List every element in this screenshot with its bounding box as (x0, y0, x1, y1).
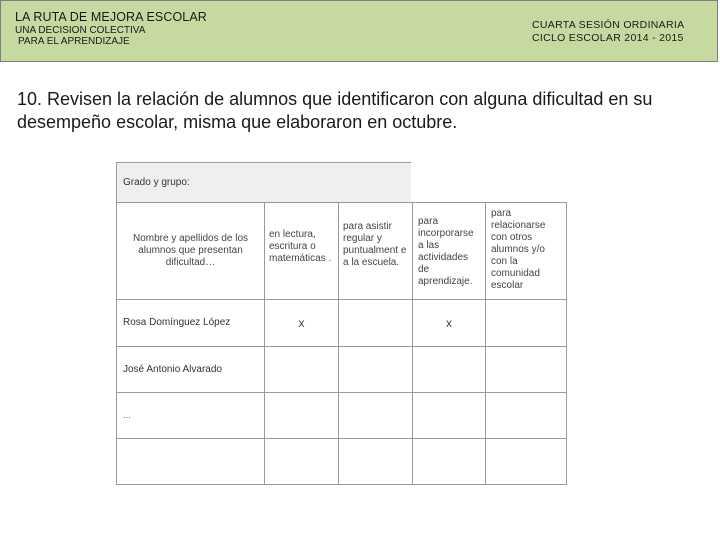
header-col4-cell (485, 202, 567, 300)
row-1-name: Rosa Domínguez López (123, 317, 231, 328)
grade-label: Grado y grupo: (123, 177, 190, 188)
header-col1: en lectura, escritura o matemáticas . (269, 229, 332, 264)
table-row-name-cell (116, 438, 265, 485)
table-row-name-cell (116, 299, 265, 347)
row-2-col3-cell (412, 346, 486, 393)
school-year-label: CICLO ESCOLAR 2014 - 2015 (532, 32, 684, 44)
header-right (532, 19, 684, 45)
row-3-col4-cell (485, 392, 567, 439)
row-3-name: … (123, 410, 131, 420)
header-col2: para asistir regular y puntualment e a la escuela. (343, 221, 407, 268)
header-name-cell (116, 202, 265, 300)
header-left (15, 11, 207, 47)
header-col1-cell (264, 202, 339, 300)
row-1-col3-mark: x (446, 316, 452, 330)
header-col4: para relacionarse con otros alumnos y/o con la comunidad escolar (491, 208, 546, 291)
table-row-name-cell (116, 346, 265, 393)
row-2-col1-cell (264, 346, 339, 393)
row-1-col1-cell (264, 299, 339, 347)
session-label: CUARTA SESIÓN ORDINARIA (532, 19, 685, 31)
table-row-name-cell (116, 392, 265, 439)
row-4-col3-cell (412, 438, 486, 485)
instruction-text: 10. Revisen la relación de alumnos que identificaron con alguna dificultad en su desempeño escolar, misma que elaboraron en octubre. (17, 89, 653, 132)
row-4-col2-cell (338, 438, 413, 485)
header-subtitle-2: PARA EL APRENDIZAJE (18, 35, 130, 47)
row-4-col1-cell (264, 438, 339, 485)
row-2-col4-cell (485, 346, 567, 393)
header-subtitle-1: UNA DECISION COLECTIVA (15, 24, 146, 36)
row-1-col1-mark: x (298, 316, 305, 330)
grade-cell (116, 162, 412, 203)
row-4-col4-cell (485, 438, 567, 485)
student-table (116, 162, 567, 485)
header-band (0, 0, 718, 62)
header-col3: para incorporarse a las actividades de aprendizaje. (418, 216, 474, 287)
grade-empty-cell (411, 162, 567, 203)
row-3-col2-cell (338, 392, 413, 439)
row-2-name: José Antonio Alvarado (123, 363, 222, 375)
row-1-col4-cell (485, 299, 567, 347)
header-col3-cell (412, 202, 486, 300)
header-name: Nombre y apellidos de los alumnos que presentan dificultad… (132, 233, 249, 268)
row-1-col2-cell (338, 299, 413, 347)
row-2-col2-cell (338, 346, 413, 393)
header-col2-cell (338, 202, 413, 300)
row-3-col1-cell (264, 392, 339, 439)
row-3-col3-cell (412, 392, 486, 439)
header-title: LA RUTA DE MEJORA ESCOLAR (15, 10, 207, 24)
row-1-col3-cell (412, 299, 486, 347)
